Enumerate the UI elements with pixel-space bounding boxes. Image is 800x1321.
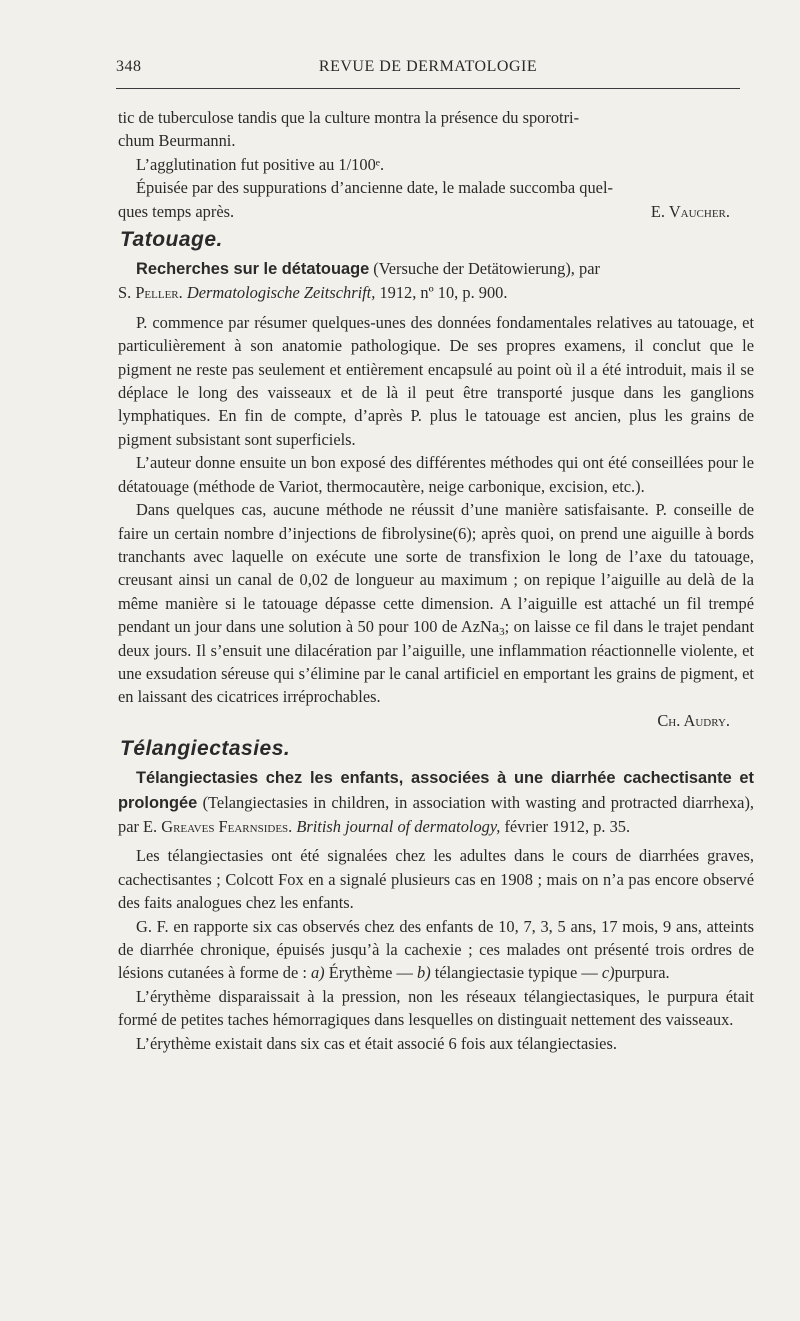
intro-line-4: Épuisée par des suppurations d’ancienne date, le malade succomba quel- (136, 178, 613, 198)
list-marker-c: c) (601, 963, 615, 983)
paragraph: P. commence par résumer quelques-unes des données fondamentales relatives au tatouage, et particulièrement à son anatomie pathologique. De ses propres examens, il conclut que le pigment ne reste pas seulement et entièrement encapsulé au point où il a été introduit, mais il se déplace le long des vaisseaux et de là il peut être transporté jusque dans les ganglions lymphatiques. En fin de compte, d’après P. plus le tatouage est ancien, plus les grains de pigment subsistant sont superficiels. (118, 312, 754, 449)
para-text: ; on laisse ce fil dans le trajet pendant deux jours. Il s’ensuit une dilacération par l’aiguille, une inflammation réactionnelle violente, et une exsudation séreuse qui s’élimine par le canal artificiel en emportant les grains de pigment, et en laissant des cicatrices irréprochables. (118, 617, 755, 707)
para-text: G. F. en rapporte six cas observés chez des enfants de 10, 7, 3, 5 ans, 17 mois, 9 ans, atteints de diarrhée chronique, épuisés jusqu’à la cachexie ; ces malades ont présenté trois ordres de lésions cutanées à forme de : (118, 916, 754, 983)
author-name: Greaves Fearnsides (161, 816, 289, 836)
para-text: Dans quelques cas, aucune méthode ne réussit d’une manière satisfaisante. P. conseille de faire un certain nombre d’injections de fibrolysine(6); après quoi, on prend une aiguille à bords tranchants avec laquelle on exécute une sorte de transfixion le long de l’axe du tatouage, creusant ainsi un canal de 0,02 de longueur au maximum ; on repique l’aiguille au delà de la même manière si le tatouage dépasse cette dimension. A l’aiguille est attaché un fil trempé pendant un jour dans une solution à 50 pour 100 de AzNa (118, 500, 754, 637)
paragraph (118, 498, 754, 709)
page-number: 348 (116, 58, 142, 75)
running-title: REVUE DE DERMATOLOGIE (318, 58, 538, 75)
journal-sep: . (178, 283, 187, 303)
list-text-c: purpura. (614, 963, 670, 983)
author-name: Peller (135, 283, 179, 303)
list-text-a: Érythème — (324, 963, 418, 983)
paragraph: L’érythème disparaissait à la pression, non les réseaux télangiectasiques, le purpura était formé de petites taches hémorragiques dans lesquelles on distinguait nettement des vaisseaux. (118, 986, 754, 1030)
journal-name: British journal of dermatology, (296, 816, 501, 836)
intro-line-5: ques temps après. (118, 201, 235, 221)
intro-line-1: tic de tuberculose tandis que la culture montra la présence du sporotri- (118, 108, 580, 127)
article-body (118, 106, 754, 1055)
signature-audry: Ch. Audry. (657, 710, 730, 730)
list-marker-a: a) (310, 963, 325, 983)
header-rule (116, 88, 740, 89)
paragraph: L’auteur donne ensuite un bon exposé des différentes méthodes qui ont été conseillées pour le détatouage (méthode de Variot, thermocautère, neige carbonique, excision, etc.). (118, 453, 754, 496)
intro-last-line (118, 200, 754, 223)
article-subtitle: (Telangiectasies in children, in association with wasting and protracted diarrhexa), par E. (118, 792, 754, 836)
agglutination-sentence: L’agglutination fut positive au 1/100ᵉ. (136, 154, 385, 174)
article-title: Recherches sur le détatouage (136, 260, 370, 279)
section-title-telangiectasies: Télangiectasies. (120, 737, 291, 761)
journal-sep: . (288, 816, 297, 836)
subscript: 3 (499, 626, 505, 639)
article-subtitle: (Versuche der Detätowierung), par (369, 259, 600, 279)
journal-name: Dermatologische Zeitschrift, (186, 283, 376, 303)
article-heading-telangiectasies (118, 766, 754, 838)
intro-line-2: chum Beurmanni. (118, 131, 236, 151)
list-text-b: télangiectasie typique — (430, 963, 602, 983)
article-title: Télangiectasies chez les enfants, associées à une diarrhée cachectisante et prolongée (118, 769, 754, 812)
journal-ref: février 1912, p. 35. (500, 816, 631, 836)
paragraph: L’érythème existait dans six cas et était associé 6 fois aux télangiectasies. (136, 1033, 617, 1053)
paragraph (118, 915, 754, 985)
section-title-tatouage: Tatouage. (120, 228, 223, 252)
author-initial: S. (118, 283, 136, 303)
running-header (116, 58, 740, 86)
paragraph: Les télangiectasies ont été signalées chez les adultes dans le cours de diarrhées graves, cachectisantes ; Colcott Fox en a signalé plusieurs cas en 1908 ; mais on n’a pas encore observé des faits analogues chez les enfants. (118, 846, 754, 913)
signature-vaucher: E. Vaucher. (650, 201, 730, 221)
list-marker-b: b) (417, 963, 431, 983)
article-heading-detatouage (118, 257, 754, 305)
journal-ref: 1912, nº 10, p. 900. (375, 283, 508, 303)
